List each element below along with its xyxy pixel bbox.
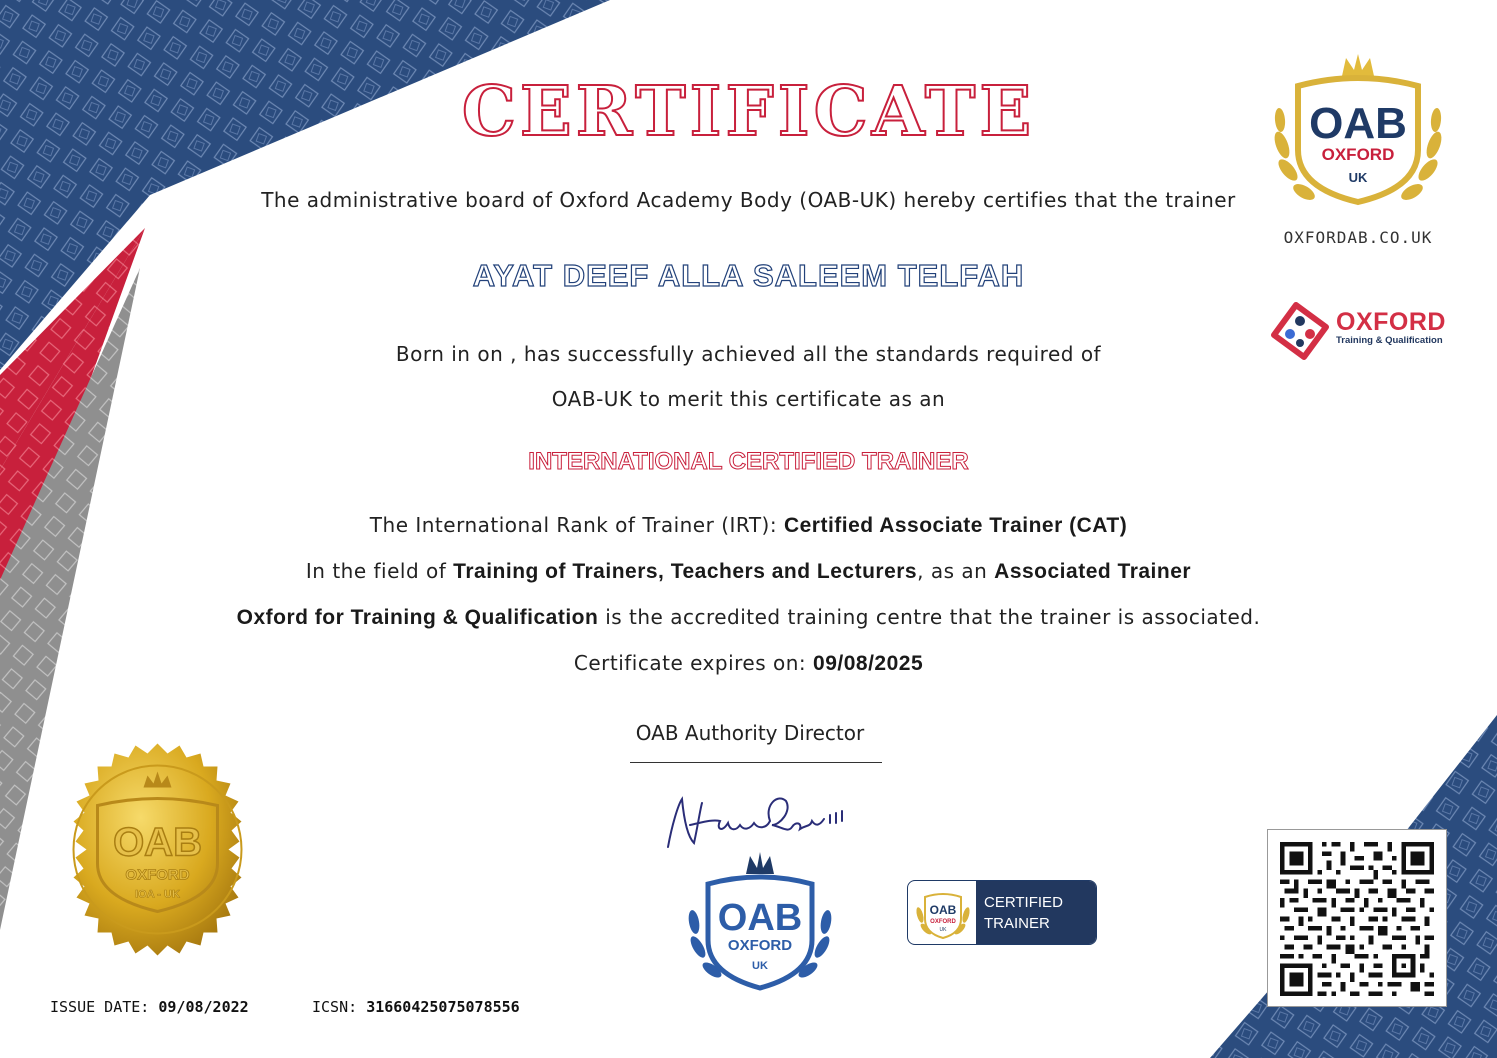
qr-code-icon: [1280, 842, 1434, 996]
field-value: Training of Trainers, Teachers and Lecturers: [453, 560, 918, 583]
expires-line: [0, 651, 1497, 676]
signature: [660, 785, 860, 855]
field-role: Associated Trainer: [994, 560, 1192, 583]
badge-oab-icon: [914, 885, 972, 942]
field-prefix: In the field of: [305, 559, 447, 583]
badge-mini-sub: OXFORD: [930, 919, 956, 925]
qr-code: [1267, 829, 1447, 1007]
centre-name: Oxford for Training & Qualification: [236, 606, 599, 629]
field-line: [0, 559, 1497, 584]
blue-seal: [680, 852, 840, 997]
expires-value: 09/08/2025: [813, 652, 924, 675]
director-title: OAB Authority Director: [635, 721, 865, 745]
crown-icon: [1342, 54, 1374, 76]
people-circle-icon: [1270, 302, 1330, 360]
oxford-training-tagline: Training & Qualification: [1336, 335, 1443, 346]
badge-mini-main: OAB: [929, 903, 957, 917]
blue-seal-sub: OXFORD: [727, 937, 793, 954]
badge-line2: TRAINER: [984, 915, 1050, 932]
born-line: Born in on , has successfully achieved all the standards required of: [395, 342, 1102, 366]
icsn-value: 31660425075078556: [366, 998, 520, 1016]
icsn: [312, 998, 520, 1016]
issue-date: [50, 998, 249, 1016]
badge-mini-country: UK: [939, 927, 947, 933]
expires-label: Certificate expires on:: [573, 651, 807, 675]
oab-top-logo: [1268, 50, 1448, 215]
gold-seal-main: OAB: [113, 820, 202, 865]
certificate-title: CERTIFICATE: [461, 72, 1036, 152]
gold-seal-country: IOA - UK: [135, 888, 180, 901]
domain-text: OXFORDAB.CO.UK: [1283, 228, 1433, 247]
gold-seal: [50, 742, 265, 957]
field-mid: , as an: [917, 559, 988, 583]
oab-top-country: UK: [1348, 170, 1368, 185]
oab-top-sub: OXFORD: [1321, 145, 1395, 164]
signature-line: [630, 762, 882, 763]
certified-trainer-badge: [907, 880, 1097, 945]
centre-line: [0, 605, 1497, 630]
issue-label: ISSUE DATE:: [50, 998, 150, 1016]
merit-line: OAB-UK to merit this certificate as an: [551, 387, 946, 411]
intro-text: The administrative board of Oxford Academy Body (OAB-UK) hereby certifies that the trainer: [261, 188, 1236, 212]
irt-label: The International Rank of Trainer (IRT):: [369, 513, 778, 537]
icsn-label: ICSN:: [312, 998, 358, 1016]
irt-line: [0, 513, 1497, 538]
trainer-name: AYAT DEEF ALLA SALEEM TELFAH: [472, 258, 1025, 293]
oxford-training-name: OXFORD: [1336, 308, 1446, 336]
rank-title: INTERNATIONAL CERTIFIED TRAINER: [528, 448, 969, 475]
irt-value: Certified Associate Trainer (CAT): [783, 514, 1128, 537]
badge-line1: CERTIFIED: [984, 894, 1063, 911]
blue-seal-country: UK: [752, 960, 768, 972]
badge-right-panel: [976, 881, 1097, 945]
issue-value: 09/08/2022: [158, 998, 249, 1016]
oab-top-main: OAB: [1309, 99, 1407, 148]
blue-seal-main: OAB: [717, 897, 803, 939]
gold-seal-sub: OXFORD: [125, 866, 190, 884]
centre-suffix: is the accredited training centre that the trainer is associated.: [605, 605, 1261, 629]
